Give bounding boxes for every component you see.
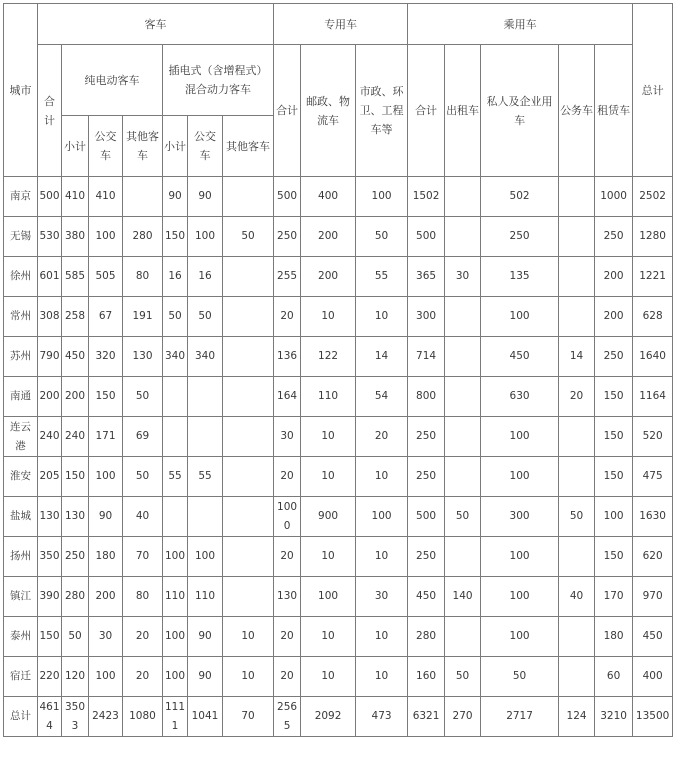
table-cell: 50	[188, 297, 223, 337]
table-row	[4, 617, 673, 657]
table-row	[4, 297, 673, 337]
table-cell: 320	[89, 337, 123, 377]
table-cell	[223, 497, 274, 537]
table-cell: 100	[481, 417, 559, 457]
table-cell: 220	[38, 657, 62, 697]
table-cell: 1280	[633, 217, 673, 257]
table-cell: 20	[274, 657, 301, 697]
table-cell: 2717	[481, 697, 559, 737]
table-cell	[445, 457, 481, 497]
table-cell: 55	[188, 457, 223, 497]
table-cell: 150	[595, 377, 633, 417]
header-passenger-subtotal: 合计	[408, 45, 445, 177]
table-cell	[188, 377, 223, 417]
table-cell: 10	[301, 537, 356, 577]
table-cell: 100	[481, 537, 559, 577]
row-city: 宿迁	[4, 657, 38, 697]
table-cell: 500	[408, 217, 445, 257]
table-cell: 900	[301, 497, 356, 537]
header-bus-subtotal: 合计	[38, 45, 62, 177]
table-cell: 308	[38, 297, 62, 337]
table-cell: 100	[595, 497, 633, 537]
table-row	[4, 577, 673, 617]
table-cell	[223, 257, 274, 297]
header-special: 专用车	[274, 4, 408, 45]
table-cell: 124	[559, 697, 595, 737]
header-official: 公务车	[559, 45, 595, 177]
table-cell: 390	[38, 577, 62, 617]
table-cell: 250	[408, 417, 445, 457]
table-cell: 4614	[38, 697, 62, 737]
table-cell: 410	[62, 177, 89, 217]
table-cell: 1640	[633, 337, 673, 377]
table-cell: 365	[408, 257, 445, 297]
table-cell: 10	[223, 657, 274, 697]
table-cell	[559, 457, 595, 497]
table-cell: 1041	[188, 697, 223, 737]
table-cell	[445, 617, 481, 657]
table-cell: 50	[445, 657, 481, 697]
table-cell	[445, 217, 481, 257]
table-row	[4, 497, 673, 537]
table-cell: 100	[356, 177, 408, 217]
row-city: 苏州	[4, 337, 38, 377]
table-cell: 2423	[89, 697, 123, 737]
table-cell	[445, 537, 481, 577]
table-cell: 171	[89, 417, 123, 457]
table-cell: 135	[481, 257, 559, 297]
table-cell: 100	[163, 537, 188, 577]
header-plugin-hybrid-line1: 插电式（含增程式）	[168, 64, 268, 77]
table-cell	[445, 417, 481, 457]
table-cell: 100	[163, 657, 188, 697]
table-cell	[445, 297, 481, 337]
table-cell	[223, 177, 274, 217]
table-cell: 160	[408, 657, 445, 697]
table-cell: 1164	[633, 377, 673, 417]
table-cell: 60	[595, 657, 633, 697]
table-cell: 100	[481, 457, 559, 497]
table-cell: 1221	[633, 257, 673, 297]
table-cell: 50	[481, 657, 559, 697]
row-city: 南京	[4, 177, 38, 217]
table-cell: 10	[223, 617, 274, 657]
table-cell: 140	[445, 577, 481, 617]
table-cell: 1630	[633, 497, 673, 537]
table-cell: 10	[356, 537, 408, 577]
header-ph-subtotal: 小计	[163, 116, 188, 177]
table-cell: 475	[633, 457, 673, 497]
table-cell: 16	[188, 257, 223, 297]
table-cell	[188, 417, 223, 457]
table-cell: 380	[62, 217, 89, 257]
table-cell: 55	[356, 257, 408, 297]
row-city: 无锡	[4, 217, 38, 257]
table-row	[4, 337, 673, 377]
table-cell: 16	[163, 257, 188, 297]
table-cell: 250	[62, 537, 89, 577]
table-cell: 970	[633, 577, 673, 617]
table-cell: 90	[188, 617, 223, 657]
table-cell	[445, 337, 481, 377]
table-cell	[445, 377, 481, 417]
header-ph-other: 其他客车	[223, 116, 274, 177]
table-cell: 69	[123, 417, 163, 457]
table-cell: 1111	[163, 697, 188, 737]
table-cell: 130	[274, 577, 301, 617]
table-cell: 1000	[595, 177, 633, 217]
header-pure-electric: 纯电动客车	[62, 45, 163, 116]
table-cell: 100	[188, 217, 223, 257]
table-cell	[188, 497, 223, 537]
table-cell: 100	[89, 217, 123, 257]
row-city: 总计	[4, 697, 38, 737]
table-cell: 240	[38, 417, 62, 457]
table-cell: 255	[274, 257, 301, 297]
table-cell: 50	[356, 217, 408, 257]
header-ph-transit: 公交车	[188, 116, 223, 177]
row-city: 南通	[4, 377, 38, 417]
table-cell: 50	[445, 497, 481, 537]
table-cell: 110	[188, 577, 223, 617]
table-cell: 100	[188, 537, 223, 577]
table-cell: 20	[274, 457, 301, 497]
table-cell: 200	[595, 257, 633, 297]
table-cell	[559, 297, 595, 337]
table-cell: 14	[356, 337, 408, 377]
table-cell	[163, 497, 188, 537]
header-plugin-hybrid	[163, 45, 274, 116]
table-cell	[223, 537, 274, 577]
table-cell: 250	[595, 217, 633, 257]
table-cell	[223, 577, 274, 617]
table-cell: 50	[123, 457, 163, 497]
table-cell: 70	[123, 537, 163, 577]
table-cell: 20	[559, 377, 595, 417]
table-cell: 20	[274, 297, 301, 337]
header-pe-transit: 公交车	[89, 116, 123, 177]
table-cell: 200	[301, 217, 356, 257]
table-cell: 1080	[123, 697, 163, 737]
table-cell: 505	[89, 257, 123, 297]
table-cell	[223, 417, 274, 457]
header-private: 私人及企业用车	[481, 45, 559, 177]
table-cell	[163, 377, 188, 417]
table-cell: 130	[123, 337, 163, 377]
table-cell: 410	[89, 177, 123, 217]
table-cell: 14	[559, 337, 595, 377]
header-municipal: 市政、环卫、工程车等	[356, 45, 408, 177]
table-cell: 250	[408, 537, 445, 577]
table-row	[4, 417, 673, 457]
table-cell: 1000	[274, 497, 301, 537]
row-city: 淮安	[4, 457, 38, 497]
table-cell: 350	[38, 537, 62, 577]
table-cell: 2092	[301, 697, 356, 737]
table-row	[4, 377, 673, 417]
table-cell: 473	[356, 697, 408, 737]
table-cell: 150	[595, 537, 633, 577]
table-row	[4, 457, 673, 497]
table-cell: 164	[274, 377, 301, 417]
table-cell: 400	[301, 177, 356, 217]
table-cell: 130	[62, 497, 89, 537]
table-row	[4, 177, 673, 217]
table-cell: 3503	[62, 697, 89, 737]
table-cell: 340	[188, 337, 223, 377]
table-cell: 13500	[633, 697, 673, 737]
table-cell	[559, 217, 595, 257]
row-city: 泰州	[4, 617, 38, 657]
table-cell: 450	[633, 617, 673, 657]
table-cell: 150	[595, 417, 633, 457]
table-cell: 100	[481, 577, 559, 617]
table-cell: 270	[445, 697, 481, 737]
table-cell: 10	[356, 657, 408, 697]
table-cell: 120	[62, 657, 89, 697]
table-cell: 100	[163, 617, 188, 657]
table-cell: 10	[301, 297, 356, 337]
row-city: 连云港	[4, 417, 38, 457]
table-cell: 80	[123, 257, 163, 297]
table-cell: 530	[38, 217, 62, 257]
table-cell: 122	[301, 337, 356, 377]
table-cell: 30	[356, 577, 408, 617]
table-cell: 500	[274, 177, 301, 217]
table-cell: 10	[301, 617, 356, 657]
header-pe-subtotal: 小计	[62, 116, 89, 177]
table-cell: 100	[356, 497, 408, 537]
table-cell	[559, 417, 595, 457]
row-city: 常州	[4, 297, 38, 337]
table-cell: 250	[595, 337, 633, 377]
table-cell	[559, 537, 595, 577]
table-cell: 80	[123, 577, 163, 617]
table-cell: 620	[633, 537, 673, 577]
table-cell: 300	[481, 497, 559, 537]
table-cell: 200	[595, 297, 633, 337]
row-city: 镇江	[4, 577, 38, 617]
table-cell: 130	[38, 497, 62, 537]
table-cell: 1502	[408, 177, 445, 217]
table-cell: 90	[188, 177, 223, 217]
table-cell: 150	[89, 377, 123, 417]
header-city: 城市	[4, 4, 38, 177]
table-cell	[559, 257, 595, 297]
header-plugin-hybrid-line2: 混合动力客车	[185, 83, 252, 96]
table-cell: 205	[38, 457, 62, 497]
table-cell: 70	[223, 697, 274, 737]
table-cell	[163, 417, 188, 457]
header-bus: 客车	[38, 4, 274, 45]
table-cell: 10	[356, 297, 408, 337]
table-cell: 340	[163, 337, 188, 377]
table-cell: 150	[62, 457, 89, 497]
table-cell: 180	[595, 617, 633, 657]
table-cell: 90	[163, 177, 188, 217]
table-cell	[559, 177, 595, 217]
table-cell: 20	[123, 617, 163, 657]
table-cell	[223, 377, 274, 417]
table-cell: 502	[481, 177, 559, 217]
row-city: 徐州	[4, 257, 38, 297]
table-cell: 790	[38, 337, 62, 377]
table-row	[4, 697, 673, 737]
table-cell: 3210	[595, 697, 633, 737]
table-cell	[445, 177, 481, 217]
table-cell: 10	[301, 417, 356, 457]
table-cell: 280	[123, 217, 163, 257]
table-cell: 2565	[274, 697, 301, 737]
table-cell: 136	[274, 337, 301, 377]
table-cell: 500	[408, 497, 445, 537]
table-cell: 601	[38, 257, 62, 297]
table-cell: 250	[408, 457, 445, 497]
table-cell: 450	[481, 337, 559, 377]
table-cell: 191	[123, 297, 163, 337]
table-cell: 200	[89, 577, 123, 617]
table-row	[4, 657, 673, 697]
table-cell: 180	[89, 537, 123, 577]
table-cell: 20	[123, 657, 163, 697]
table-cell: 2502	[633, 177, 673, 217]
header-special-subtotal: 合计	[274, 45, 301, 177]
table-cell: 714	[408, 337, 445, 377]
header-taxi: 出租车	[445, 45, 481, 177]
table-cell: 250	[481, 217, 559, 257]
table-cell: 100	[301, 577, 356, 617]
table-cell: 100	[89, 657, 123, 697]
table-cell: 450	[62, 337, 89, 377]
table-cell: 450	[408, 577, 445, 617]
header-rental: 租赁车	[595, 45, 633, 177]
table-cell: 585	[62, 257, 89, 297]
table-cell: 40	[123, 497, 163, 537]
table-cell: 628	[633, 297, 673, 337]
table-cell: 50	[123, 377, 163, 417]
table-cell: 400	[633, 657, 673, 697]
table-row	[4, 257, 673, 297]
table-cell: 200	[38, 377, 62, 417]
table-row	[4, 217, 673, 257]
table-cell: 40	[559, 577, 595, 617]
table-cell: 10	[356, 617, 408, 657]
vehicle-allocation-table	[3, 3, 673, 737]
table-cell: 55	[163, 457, 188, 497]
table-cell: 20	[274, 537, 301, 577]
table-cell: 10	[301, 457, 356, 497]
header-total-all: 总计	[633, 4, 673, 177]
table-row	[4, 537, 673, 577]
table-cell: 800	[408, 377, 445, 417]
table-cell: 300	[408, 297, 445, 337]
table-cell	[223, 457, 274, 497]
table-cell	[123, 177, 163, 217]
table-cell: 30	[445, 257, 481, 297]
table-cell: 280	[408, 617, 445, 657]
table-cell: 240	[62, 417, 89, 457]
table-cell: 170	[595, 577, 633, 617]
table-cell: 30	[274, 417, 301, 457]
table-cell: 258	[62, 297, 89, 337]
table-cell: 67	[89, 297, 123, 337]
table-cell: 150	[595, 457, 633, 497]
table-cell: 250	[274, 217, 301, 257]
table-cell: 630	[481, 377, 559, 417]
table-cell: 90	[89, 497, 123, 537]
table-cell: 6321	[408, 697, 445, 737]
header-pe-other: 其他客车	[123, 116, 163, 177]
table-cell: 100	[481, 617, 559, 657]
table-cell: 54	[356, 377, 408, 417]
table-cell: 280	[62, 577, 89, 617]
table-cell: 500	[38, 177, 62, 217]
table-cell: 50	[559, 497, 595, 537]
header-passenger: 乘用车	[408, 4, 633, 45]
table-cell: 50	[223, 217, 274, 257]
table-cell: 10	[356, 457, 408, 497]
table-cell: 20	[274, 617, 301, 657]
row-city: 盐城	[4, 497, 38, 537]
table-cell: 20	[356, 417, 408, 457]
table-cell: 50	[62, 617, 89, 657]
table-cell: 110	[301, 377, 356, 417]
table-cell	[223, 297, 274, 337]
table-cell	[223, 337, 274, 377]
table-cell: 200	[301, 257, 356, 297]
table-cell: 520	[633, 417, 673, 457]
table-cell: 200	[62, 377, 89, 417]
table-cell: 90	[188, 657, 223, 697]
table-cell: 150	[163, 217, 188, 257]
table-cell	[559, 657, 595, 697]
table-cell: 30	[89, 617, 123, 657]
header-postal: 邮政、物流车	[301, 45, 356, 177]
table-cell: 110	[163, 577, 188, 617]
row-city: 扬州	[4, 537, 38, 577]
table-cell: 100	[89, 457, 123, 497]
table-cell	[559, 617, 595, 657]
table-cell: 50	[163, 297, 188, 337]
table-cell: 100	[481, 297, 559, 337]
table-cell: 150	[38, 617, 62, 657]
table-cell: 10	[301, 657, 356, 697]
